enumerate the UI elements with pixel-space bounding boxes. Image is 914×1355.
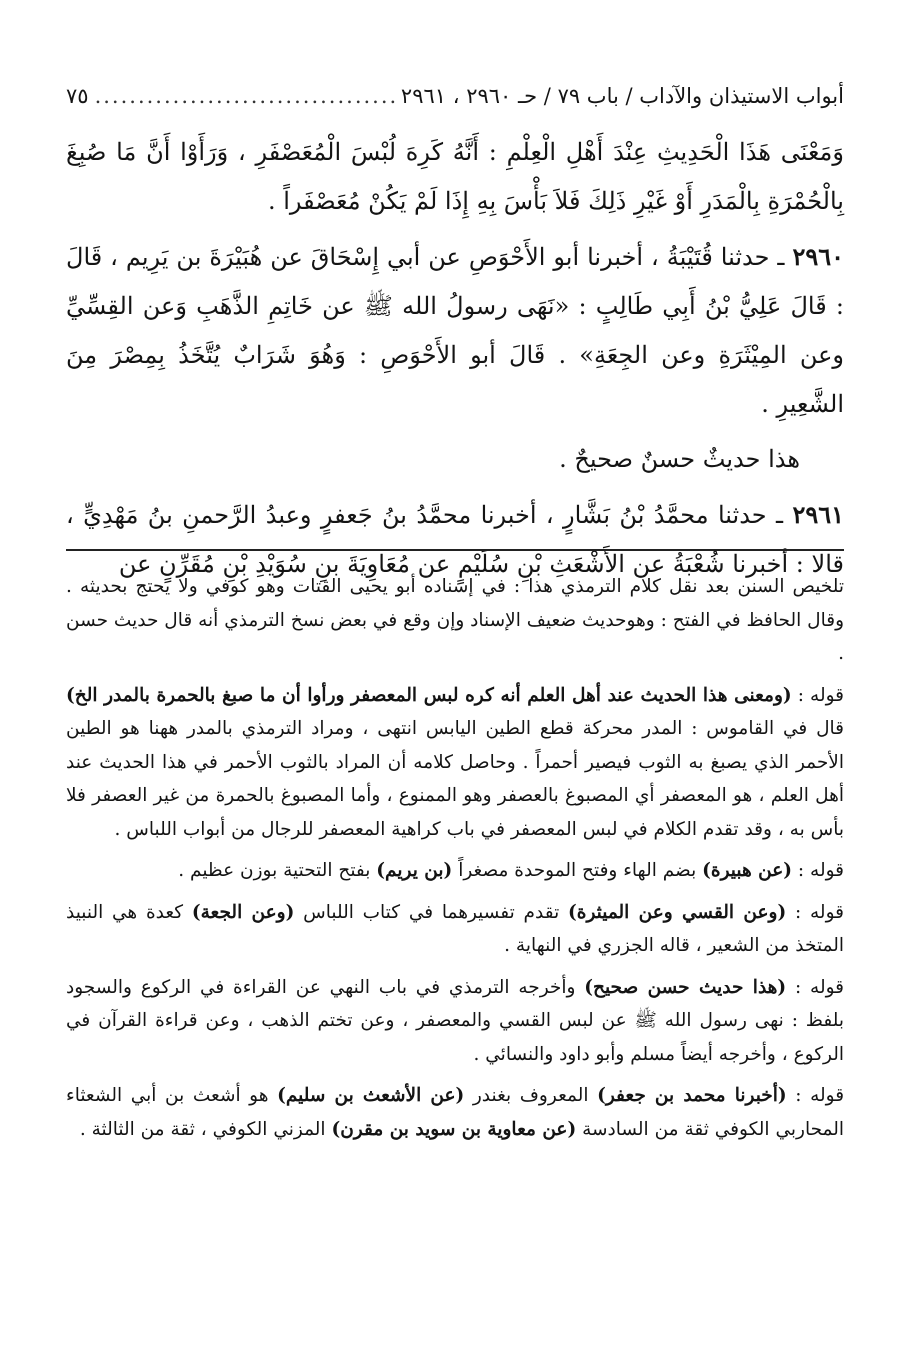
quoted-phrase: (هذا حديث حسن صحيح) [584, 976, 787, 998]
hadith-number: ٢٩٦٠ [792, 242, 844, 271]
note-paragraph: تلخيص السنن بعد نقل كلام الترمذي هذا : في إسناده أبو يحيى القتات وهو كوفي ولا يحتج بحديثه . وقال الحافظ في الفتح : وهوحديث ضعيف الإسناد وإن وقع في بعض نسخ الترمذي أنه قال حديث حسن . [66, 576, 844, 664]
hadith-text: ـ حدثنا محمَّدُ بْنُ بَشَّارٍ ، أخبرنا محمَّدُ بنُ جَعفرٍ وعبدُ الرَّحمنِ بنُ مَهْدِيٍّ ، قالا : أخبرنا شُعْبَةُ عن الأَشْعَثِ بْنِ سُلَيْمٍ عن مُعَاوِيَةَ بنِ سُوَيْدِ بْنِ مُقَرِّنٍ عن [66, 501, 844, 578]
quoted-phrase: (وعن القسي وعن الميثرة) [568, 901, 787, 923]
note-text: بضم الهاء وفتح الموحدة مصغراً [458, 860, 697, 881]
footnote-commentary [66, 570, 844, 1154]
note-paragraph [66, 679, 844, 847]
note-text: المزني الكوفي ، ثقة من الثالثة . [79, 1118, 326, 1140]
note-paragraph [66, 896, 844, 963]
quoted-phrase: (وعن الجعة) [191, 901, 295, 923]
note-text: هو أشعث بن أبي الشعثاء المحاربي الكوفي ثقة من السادسة [66, 1085, 844, 1140]
hadith-2960 [66, 232, 844, 429]
note-paragraph [66, 1079, 844, 1146]
note-text: وأخرجه الترمذي في باب النهي عن القراءة في الركوع والسجود بلفظ : نهى رسول الله ﷺ عن لبس القسي والمعصفر ، وعن تختم الذهب ، وعن قراءة القرآن في الركوع ، وأخرجه أيضاً مسلم وأبو داود والنسائي . [66, 976, 844, 1065]
main-hadith-text [66, 128, 844, 595]
note-prefix: قوله : [795, 1085, 845, 1106]
note-text: كعدة هي النبيذ المتخذ من الشعير ، قاله الجزري في النهاية . [66, 901, 844, 956]
footnote-separator [66, 549, 844, 551]
quoted-phrase: (عن هبيرة) [702, 860, 793, 881]
note-prefix: قوله : [795, 901, 844, 923]
note-text: بفتح التحتية بوزن عظيم . [178, 860, 371, 881]
note-prefix: قوله : [797, 684, 844, 706]
note-paragraph [66, 971, 844, 1072]
note-prefix: قوله : [797, 860, 844, 881]
note-paragraph [66, 854, 844, 888]
note-text: المعروف بغندر [472, 1085, 589, 1106]
note-text: تقدم تفسيرهما في كتاب اللباس [303, 901, 560, 923]
header-dot-leader [95, 84, 395, 108]
hadith-text: ـ حدثنا قُتَيْبَةُ ، أخبرنا أبو الأَحْوَصِ عن أبي إِسْحَاقَ عن هُبَيْرَةَ بن يَرِيم ، قَالَ : قَالَ عَلِيُّ بْنُ أَبِي طَالِبٍ : «نَهَى رسولُ الله ﷺ عن خَاتِمِ الذَّهَبِ وَعن القِسِّيِّ وعن المِيْثَرَةِ وعن الجِعَةِ» . قَالَ أبو الأَحْوَصِ : وَهُوَ شَرَابٌ يُتَّخَذُ بِمِصْرَ مِنَ الشَّعِيرِ . [66, 243, 844, 418]
quoted-phrase: (عن معاوية بن سويد بن مقرن) [331, 1118, 577, 1140]
quoted-phrase: (عن الأشعث بن سليم) [277, 1085, 465, 1106]
quoted-phrase: (أخبرنا محمد بن جعفر) [597, 1085, 787, 1106]
page-number: ٧٥ [66, 84, 89, 108]
hadith-grade: هذا حديثٌ حسنٌ صحيحٌ . [559, 445, 800, 473]
note-prefix: قوله : [795, 976, 845, 998]
hadith-number: ٢٩٦١ [792, 500, 844, 529]
note-text: قال في القاموس : المدر محركة قطع الطين اليابس انتهى ، ومراد الترمذي بالمدر ههنا هو الطين الأحمر الذي يصبغ به الثوب فيصير أحمراً . وحاصل كلامه أن المراد بالثوب الأحمر في هذا الحديث عند أهل العلم ، هو المعصفر أي المصبوغ بالعصفر وهو الممنوع ، وأما المصبوغ بالحمرة من غير العصفر فلا بأس به ، وقد تقدم الكلام في لبس المعصفر في باب كراهية المعصفر للرجال من أبواب اللباس . [66, 718, 844, 840]
running-header [66, 84, 844, 118]
commentary-paragraph: وَمَعْنَى هَذَا الْحَدِيثِ عِنْدَ أَهْلِ الْعِلْمِ : أَنَّهُ كَرِهَ لُبْسَ الْمُعَصْفَرِ ، وَرَأَوْا أَنَّ مَا صُبِغَ بِالْحُمْرَةِ بِالْمَدَرِ أَوْ غَيْرِ ذَلِكَ فَلاَ بَأْسَ بِهِ إِذَا لَمْ يَكُنْ مُعَصْفَراً . [66, 138, 844, 215]
header-title: أبواب الاستيذان والآداب / باب ٧٩ / حـ ٢٩٦٠ ، ٢٩٦١ [400, 84, 844, 108]
quoted-phrase: (ومعنى هذا الحديث عند أهل العلم أنه كره لبس المعصفر ورأوا أن ما صبغ بالحمرة بالمدر الخ) [66, 684, 792, 706]
quoted-phrase: (بن يريم) [376, 860, 453, 881]
